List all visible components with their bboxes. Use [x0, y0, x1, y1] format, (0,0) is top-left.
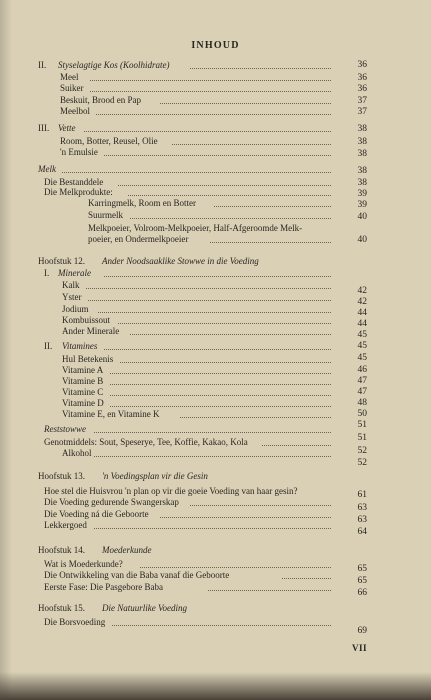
leader-dots	[118, 184, 331, 186]
leader-dots	[62, 171, 331, 173]
leader-dots	[86, 287, 331, 289]
toc-entry: Die Voeding ná die Geboorte	[44, 509, 149, 519]
section-title: Melk	[38, 164, 56, 174]
leader-dots	[98, 311, 331, 313]
toc-entry: Kombuissout	[62, 315, 111, 325]
leader-dots	[172, 143, 331, 145]
leader-dots	[94, 527, 331, 529]
toc-entry: Hul Betekenis	[62, 354, 114, 364]
toc-entry: Vitamine A	[62, 365, 104, 375]
leader-dots	[180, 416, 331, 418]
toc-entry: Die Melkprodukte:	[44, 187, 113, 197]
leader-dots	[140, 566, 331, 568]
toc-entry: Beskuit, Brood en Pap	[60, 95, 141, 105]
toc-entry: Lekkergoed	[44, 520, 87, 530]
page-gutter-shadow	[0, 0, 12, 700]
toc-entry: Die Borsvoeding	[44, 617, 106, 627]
page-ref: 36	[357, 73, 367, 83]
page-ref: 65	[357, 564, 367, 574]
page-ref: 36	[357, 84, 367, 94]
toc-entry: Alkohol	[62, 448, 92, 458]
toc-entry: 'n Emulsie	[60, 147, 98, 157]
leader-dots	[110, 372, 331, 374]
page-ref: 51	[357, 433, 367, 443]
section-title: Vitamines	[62, 341, 98, 351]
page-ref: 39	[357, 189, 367, 199]
page-ref: 44	[357, 308, 367, 318]
page-ref: 64	[357, 527, 367, 537]
toc-entry: poeier, en Ondermelkpoeier	[88, 234, 189, 244]
toc-entry: Vitamine D	[62, 398, 104, 408]
leader-dots	[88, 299, 331, 301]
page-ref: 38	[357, 124, 367, 134]
page-ref: 42	[357, 297, 367, 307]
leader-dots	[210, 241, 331, 243]
page-ref: 38	[357, 166, 367, 176]
leader-dots	[282, 577, 331, 579]
leader-dots	[104, 154, 331, 156]
toc-entry: Kalk	[62, 280, 80, 290]
toc-entry: Melkpoeier, Volroom-Melkpoeier, Half-Afgeroomde Melk-	[88, 223, 303, 233]
page-ref: 38	[357, 137, 367, 147]
leader-dots	[120, 361, 331, 363]
toc-entry: Karringmelk, Room en Botter	[88, 198, 196, 208]
chapter-label: Hoofstuk 13.	[38, 471, 85, 481]
page-ref: 66	[357, 588, 367, 598]
leader-dots	[128, 194, 331, 196]
page-ref: 45	[357, 341, 367, 351]
chapter-title: 'n Voedingsplan vir die Gesin	[102, 471, 208, 481]
toc-entry: Wat is Moederkunde?	[44, 559, 123, 569]
toc-entry: Jodium	[62, 304, 89, 314]
toc-entry: Vitamine C	[62, 387, 104, 397]
page-ref: 44	[357, 319, 367, 329]
page-ref: 63	[357, 503, 367, 513]
chapter-title: Die Natuurlike Voeding	[102, 603, 187, 613]
leader-dots	[214, 205, 331, 207]
section-title: Reststowwe	[44, 424, 86, 434]
leader-dots	[90, 79, 331, 81]
page-ref: 65	[357, 576, 367, 586]
page-ref: 48	[357, 398, 367, 408]
leader-dots	[110, 383, 331, 385]
toc-entry: Meelbol	[60, 106, 90, 116]
leader-dots	[96, 113, 331, 115]
chapter-label: Hoofstuk 15.	[38, 603, 85, 613]
page-ref: 51	[357, 420, 367, 430]
toc-entry: Die Voeding gedurende Swangerskap	[44, 497, 179, 507]
page-ref: 52	[357, 458, 367, 468]
leader-dots	[110, 405, 331, 407]
toc-entry: Suiker	[60, 83, 84, 93]
page-ref: 47	[357, 387, 367, 397]
page-bottom-shadow	[0, 672, 431, 700]
chapter-title: Ander Noodsaaklike Stowwe in die Voeding	[102, 256, 259, 266]
page-header: INHOUD	[191, 40, 240, 51]
page-number: VII	[351, 643, 367, 653]
leader-dots	[208, 589, 331, 591]
leader-dots	[112, 624, 331, 626]
toc-entry: Ander Minerale	[62, 326, 120, 336]
toc-entry: Vitamine B	[62, 376, 104, 386]
page-ref: 42	[357, 286, 367, 296]
page-ref: 47	[357, 376, 367, 386]
leader-dots	[130, 333, 331, 335]
section-label: II.	[38, 60, 47, 70]
leader-dots	[118, 322, 331, 324]
page-ref: 40	[357, 212, 367, 222]
page-ref: 50	[357, 409, 367, 419]
toc-entry: Meel	[60, 72, 79, 82]
leader-dots	[84, 130, 331, 132]
leader-dots	[160, 102, 331, 104]
leader-dots	[190, 504, 331, 506]
section-title: Vette	[58, 123, 76, 133]
section-label: III.	[38, 123, 50, 133]
section-title: Minerale	[58, 268, 91, 278]
page-ref: 38	[357, 149, 367, 159]
page-ref: 45	[357, 353, 367, 363]
page-ref: 36	[357, 60, 367, 70]
section-label: I.	[44, 268, 50, 278]
toc-entry: Eerste Fase: Die Pasgebore Baba	[44, 582, 163, 592]
page-ref: 63	[357, 515, 367, 525]
leader-dots	[104, 348, 331, 350]
toc-entry: Die Ontwikkeling van die Baba vanaf die Geboorte	[44, 570, 230, 580]
leader-dots	[262, 444, 331, 446]
page-ref: 61	[357, 490, 367, 500]
page-ref: 46	[357, 365, 367, 375]
toc-entry: Die Bestanddele	[44, 177, 104, 187]
page-ref: 45	[357, 330, 367, 340]
page-ref: 40	[357, 235, 367, 245]
page-ref: 52	[357, 446, 367, 456]
leader-dots	[94, 431, 331, 433]
chapter-title: Moederkunde	[102, 545, 152, 555]
toc-entry: Room, Botter, Reusel, Olie	[60, 136, 158, 146]
page-ref: 39	[357, 200, 367, 210]
leader-dots	[130, 217, 331, 219]
leader-dots	[104, 275, 331, 277]
toc-entry: Suurmelk	[88, 210, 123, 220]
leader-dots	[90, 90, 331, 92]
section-title: Styselagtige Kos (Koolhidrate)	[58, 60, 170, 70]
leader-dots	[190, 67, 331, 69]
page-ref: 37	[357, 96, 367, 106]
page-ref: 38	[357, 178, 367, 188]
chapter-label: Hoofstuk 14.	[38, 545, 85, 555]
toc-entry: Genotmiddels: Sout, Speserye, Tee, Koffie, Kakao, Kola	[44, 437, 248, 447]
section-label: II.	[44, 341, 53, 351]
page-ref: 37	[357, 107, 367, 117]
toc-entry: Yster	[62, 292, 82, 302]
leader-dots	[94, 455, 331, 457]
chapter-label: Hoofstuk 12.	[38, 256, 85, 266]
toc-entry: Hoe stel die Huisvrou 'n plan op vir die goeie Voeding van haar gesin?	[44, 486, 298, 496]
leader-dots	[110, 394, 331, 396]
toc-entry: Vitamine E, en Vitamine K	[62, 409, 160, 419]
leader-dots	[160, 516, 331, 518]
page-ref: 69	[357, 626, 367, 636]
